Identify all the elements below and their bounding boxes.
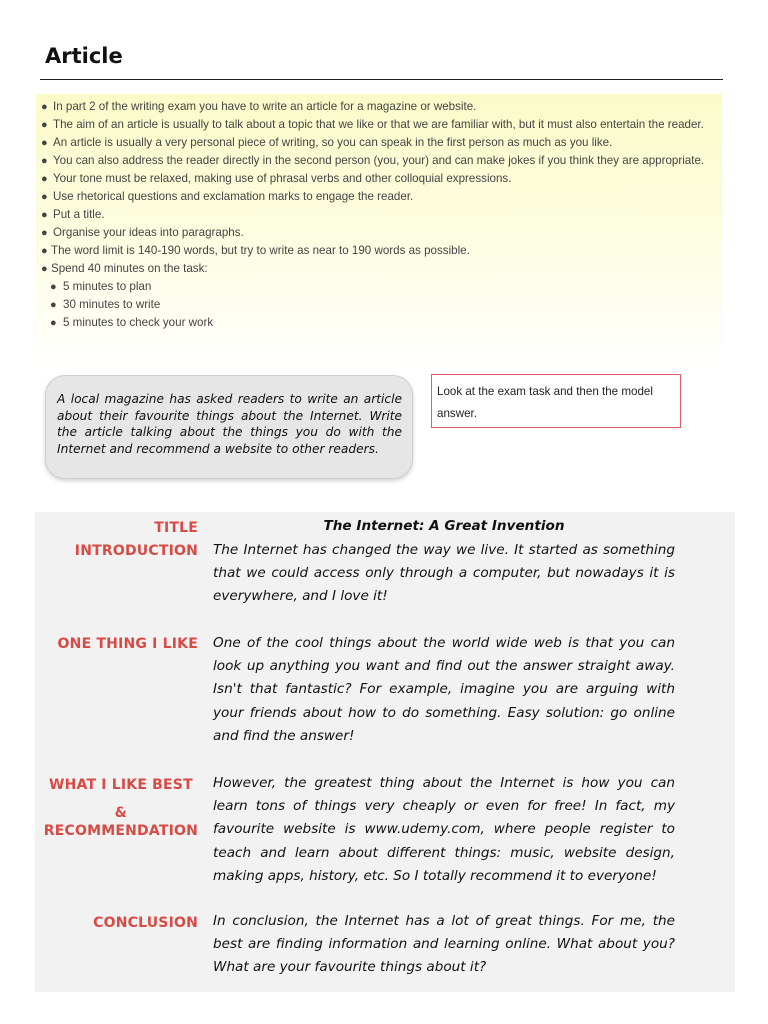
label-best-line1: WHAT I LIKE BEST (48, 777, 193, 793)
bullet-icon: ● (41, 227, 48, 239)
title-divider (40, 79, 723, 80)
bullet-icon: ● (41, 191, 48, 203)
guideline-subitem: ● 5 minutes to check your work (36, 314, 722, 332)
paragraph-conclusion: In conclusion, the Internet has a lot of great things. For me, the best are finding information and learning online. What about you? What are your favourite things about it? (213, 913, 675, 976)
guideline-item: ● Put a title. (36, 206, 722, 224)
bullet-icon: ● (41, 245, 48, 257)
guidelines-list (36, 94, 722, 332)
guideline-item: ● The aim of an article is usually to talk about a topic that we like or that we are familiar with, but it must also entertain the reader. (36, 116, 722, 134)
guideline-item: ● Use rhetorical questions and exclamation marks to engage the reader. (36, 188, 722, 206)
guideline-item: ● Organise your ideas into paragraphs. (36, 224, 722, 242)
bullet-icon: ● (41, 119, 48, 131)
guideline-item: ● You can also address the reader directly in the second person (you, your) and can make jokes if you think they are appropriate. (36, 152, 722, 170)
model-answer-panel (35, 512, 735, 992)
guideline-item: ● Your tone must be relaxed, making use of phrasal verbs and other colloquial expressions. (36, 170, 722, 188)
bullet-icon: ● (41, 173, 48, 185)
guideline-item: ● Spend 40 minutes on the task: (36, 260, 722, 278)
bullet-icon: ● (50, 281, 57, 293)
guideline-item: ● An article is usually a very personal piece of writing, so you can speak in the first person as much as you like. (36, 134, 722, 152)
label-conclusion: CONCLUSION (93, 915, 198, 931)
bullet-icon: ● (41, 155, 48, 167)
guideline-item: ● The word limit is 140-190 words, but try to write as near to 190 words as possible. (36, 242, 722, 260)
instruction-text: Look at the exam task and then the model answer. (437, 385, 653, 420)
guideline-subitem: ● 30 minutes to write (36, 296, 722, 314)
paragraph-one-thing: One of the cool things about the world wide web is that you can look up anything you want and find out the answer straight away. Isn't that fantastic? For example, imagine you are arguing with your friends about how to do something. Easy solution: go online and find the answer! (213, 635, 675, 744)
paragraph-introduction: The Internet has changed the way we live. It started as something that we could access only through a computer, but nowadays it is everywhere, and I love it! (213, 542, 675, 605)
bullet-icon: ● (41, 101, 48, 113)
label-title: TITLE (154, 520, 198, 536)
exam-task-box (45, 375, 413, 479)
bullet-icon: ● (41, 137, 48, 149)
instruction-box (431, 374, 681, 428)
essay-title: The Internet: A Great Invention (323, 518, 565, 534)
label-best-line2: RECOMMENDATION (43, 823, 198, 839)
label-introduction: INTRODUCTION (74, 543, 198, 559)
label-best-ampersand: & (114, 805, 128, 821)
exam-task-text: A local magazine has asked readers to write an article about their favourite things about the Internet. Write the article talking about the things you do with the Internet and recommend a website to other readers. (57, 392, 402, 456)
bullet-icon: ● (41, 263, 48, 275)
label-best-recommendation (44, 776, 198, 840)
guidelines-panel (36, 94, 722, 370)
label-one-thing: ONE THING I LIKE (57, 636, 198, 652)
bullet-icon: ● (50, 317, 57, 329)
paragraph-best: However, the greatest thing about the Internet is how you can learn tons of things very cheaply or even for free! In fact, my favourite website is www.udemy.com, where people register to teach and learn about different things: music, website design, making apps, history, etc. So I totally recommend it to everyone! (213, 775, 675, 884)
bullet-icon: ● (50, 299, 57, 311)
guideline-subitem: ● 5 minutes to plan (36, 278, 722, 296)
bullet-icon: ● (41, 209, 48, 221)
guideline-item: ● In part 2 of the writing exam you have to write an article for a magazine or website. (36, 98, 722, 116)
page-title: Article (45, 44, 123, 68)
